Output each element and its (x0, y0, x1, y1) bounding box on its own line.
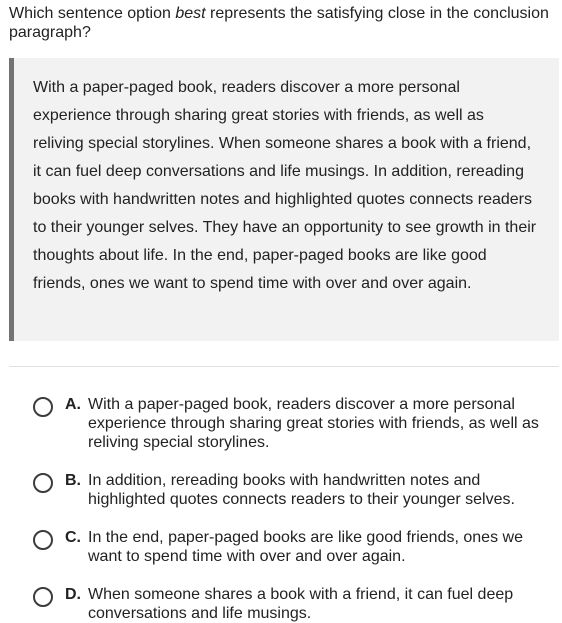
radio-button-c[interactable] (33, 530, 53, 550)
passage-text: With a paper-paged book, readers discover a more personal experience through sharing great stories with friends, as well as reliving special storylines. When someone shares a book with a friend, it can fuel deep conversations and life musings. In addition, rereading books with handwritten notes and highlighted quotes connects readers to their younger selves. They have an opportunity to see growth in their thoughts about life. In the end, paper-paged books are like good friends, ones we want to spend time with over and over again. (33, 79, 537, 292)
question-text-before: Which sentence option (9, 5, 176, 22)
question-prompt (9, 4, 557, 42)
radio-button-b[interactable] (33, 473, 53, 493)
option-text-b: In addition, rereading books with handwritten notes and highlighted quotes connects readers to their younger selves. (88, 472, 515, 508)
option-letter-b: B. (65, 472, 81, 489)
option-letter-c: C. (65, 529, 81, 546)
radio-button-d[interactable] (33, 587, 53, 607)
radio-button-a[interactable] (33, 397, 53, 417)
option-text-d: When someone shares a book with a friend, it can fuel deep conversations and life musings. (88, 586, 514, 622)
option-letter-d: D. (65, 586, 81, 603)
option-letter-a: A. (65, 396, 81, 413)
option-text-c: In the end, paper-paged books are like good friends, ones we want to spend time with over and over again. (88, 529, 523, 565)
divider (9, 366, 559, 367)
passage-block (9, 58, 559, 341)
option-text-a: With a paper-paged book, readers discover a more personal experience through sharing great stories with friends, as well as reliving special storylines. (88, 396, 539, 451)
question-emphasis: best (175, 5, 206, 22)
question-text-after: represents the satisfying close in the conclusion paragraph? (9, 5, 549, 41)
